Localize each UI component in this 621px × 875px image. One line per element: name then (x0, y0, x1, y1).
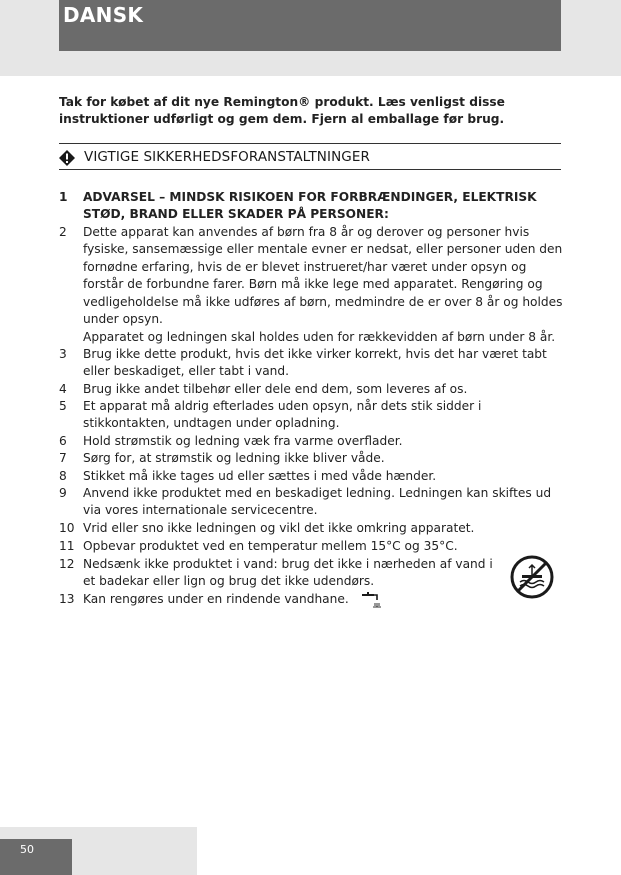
no-immersion-icon (510, 555, 554, 599)
language-title: DANSK (63, 3, 144, 27)
item-number: 8 (59, 469, 67, 483)
item-text: Brug ikke dette produkt, hvis det ikke virker korrekt, hvis det har været tabt eller beskadiget, eller tabt i vand. (83, 347, 547, 379)
item-text: ADVARSEL – MINDSK RISIKOEN FOR FORBRÆNDINGER, ELEKTRISK STØD, BRAND ELLER SKADER PÅ PERSONER: (83, 190, 537, 222)
warning-icon (59, 150, 75, 166)
item-text: Hold strømstik og ledning væk fra varme overflader. (83, 434, 403, 448)
item-text: Et apparat må aldrig efterlades uden opsyn, når dets stik sidder i stikkontakten, undtagen under opladning. (83, 399, 482, 431)
item-number: 9 (59, 486, 67, 500)
item-number: 6 (59, 434, 67, 448)
item-continuation: Apparatet og ledningen skal holdes uden for rækkevidden af børn under 8 år. (83, 330, 556, 344)
item-number: 5 (59, 399, 67, 413)
item-text: Brug ikke andet tilbehør eller dele end dem, som leveres af os. (83, 382, 468, 396)
item-text: Nedsænk ikke produktet i vand: brug det ikke i nærheden af vand i et badekar eller lign og brug det ikke udendørs. (83, 557, 493, 589)
faucet-icon (359, 591, 383, 615)
item-text: Vrid eller sno ikke ledningen og vikl det ikke omkring apparatet. (83, 521, 475, 535)
section-header (59, 143, 561, 170)
item-number: 2 (59, 225, 67, 239)
item-number: 11 (59, 539, 75, 553)
item-text: Anvend ikke produktet med en beskadiget ledning. Ledningen kan skiftes ud via vores internationale servicecentre. (83, 486, 552, 518)
item-number: 3 (59, 347, 67, 361)
item-number: 13 (59, 592, 75, 606)
item-text: Kan rengøres under en rindende vandhane. (83, 592, 349, 606)
item-number: 4 (59, 382, 67, 396)
item-text: Dette apparat kan anvendes af børn fra 8 år og derover og personer hvis fysiske, sansemæssige eller mentale evner er nedsat, eller personer uden den fornødne erfaring, hvis de er blevet instrueret/har været under opsyn og forstår de forbundne farer. Børn må ikke lege med apparatet. Rengøring og vedligeholdelse må ikke udføres af børn, medmindre de er over 8 år og holdes under opsyn. (83, 225, 563, 327)
item-number: 1 (59, 190, 68, 204)
page-number: 50 (20, 843, 34, 856)
item-number: 12 (59, 557, 75, 571)
item-number: 7 (59, 451, 67, 465)
item-text: Sørg for, at strømstik og ledning ikke bliver våde. (83, 451, 385, 465)
intro-text: Tak for købet af dit nye Remington® produkt. Læs venligst disse instruktioner udførligt og gem dem. Fjern al emballage før brug. (59, 95, 505, 126)
item-text: Opbevar produktet ved en temperatur mellem 15°C og 35°C. (83, 539, 458, 553)
page-number-tab (0, 839, 72, 875)
item-number: 10 (59, 521, 75, 535)
section-title: VIGTIGE SIKKERHEDSFORANSTALTNINGER (84, 149, 370, 165)
item-text: Stikket må ikke tages ud eller sættes i med våde hænder. (83, 469, 437, 483)
